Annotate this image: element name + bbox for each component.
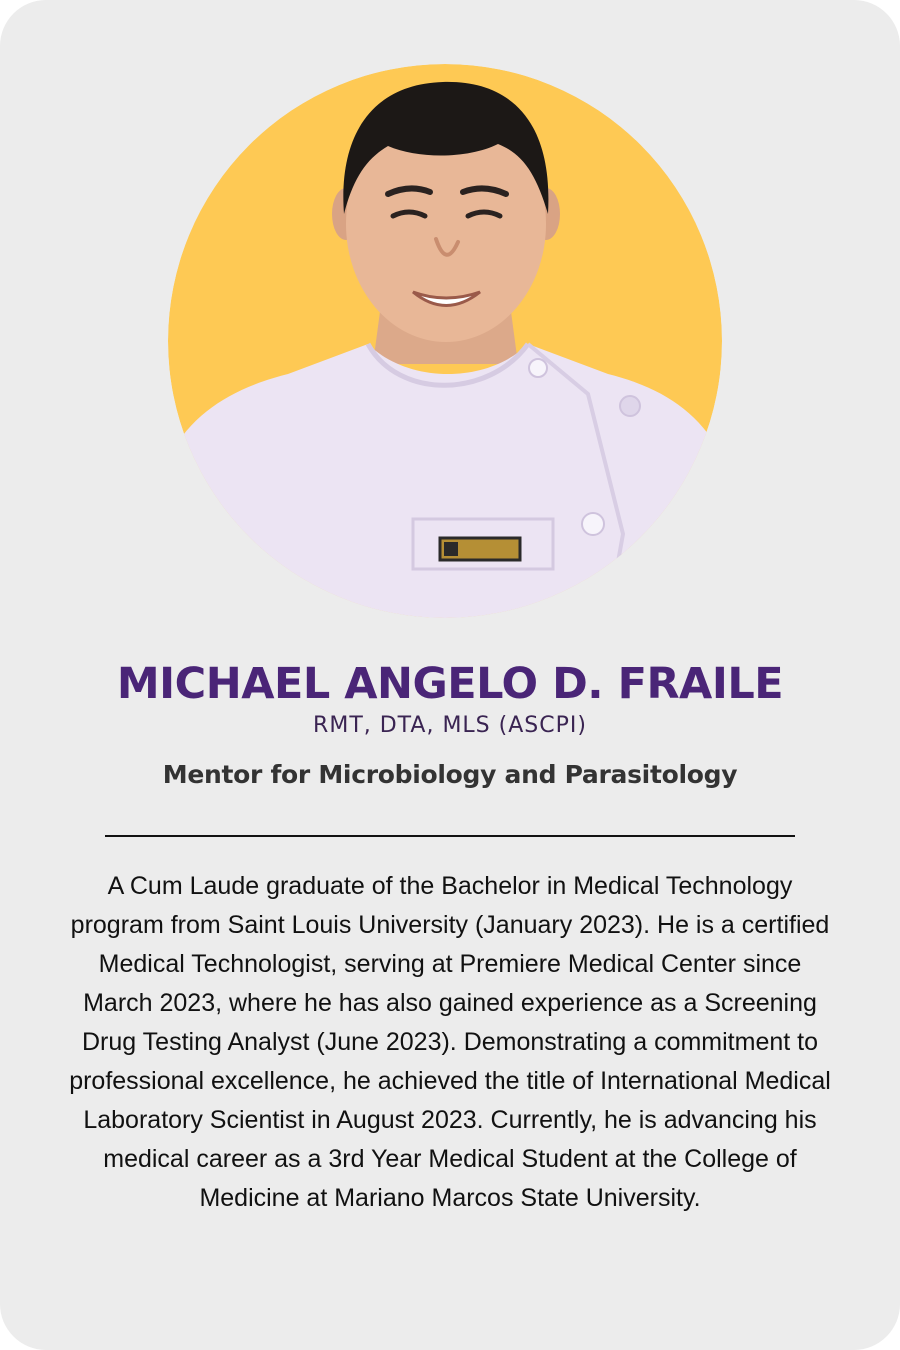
- section-divider: [105, 835, 795, 837]
- mentor-name: MICHAEL ANGELO D. FRAILE: [116, 659, 784, 709]
- mentor-bio: A Cum Laude graduate of the Bachelor in Medical Technology program from Saint Louis University (January 2023). He is a certified Medical Technologist, serving at Premiere Medical Center since March 2023, where he has also gained experience as a Screening Drug Testing Analyst (June 2023). Demonstrating a commitment to professional excellence, he achieved the title of International Medical Laboratory Scientist in August 2023. Currently, he is advancing his medical career as a 3rd Year Medical Student at the College of Medicine at Mariano Marcos State University.: [69, 872, 831, 1212]
- mentor-credentials: RMT, DTA, MLS (ASCPI): [313, 713, 587, 738]
- mentor-role: Mentor for Microbiology and Parasitology: [162, 760, 738, 789]
- profile-photo: [168, 64, 722, 618]
